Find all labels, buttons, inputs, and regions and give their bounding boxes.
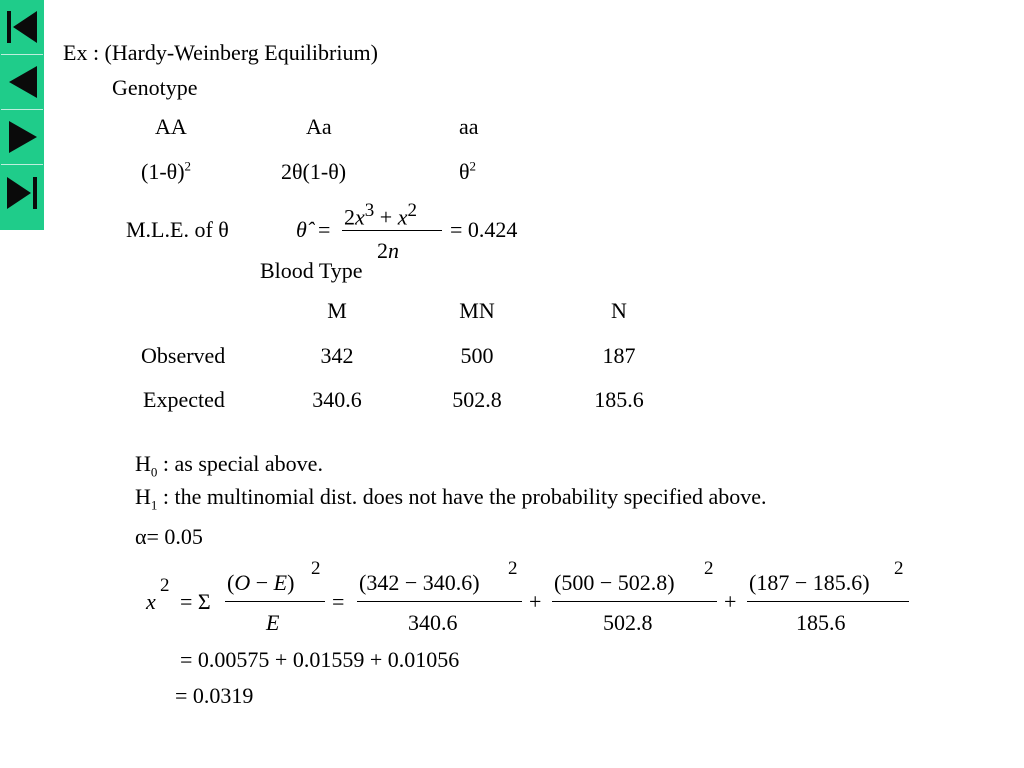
hypothesis-h1 <box>135 484 767 513</box>
row-label-observed: Observed <box>141 343 226 368</box>
prob-AA-exponent: 2 <box>184 158 192 174</box>
column-header-M: M <box>327 298 347 323</box>
column-header-N: N <box>611 298 627 323</box>
chi-f1-exponent: 2 <box>311 558 321 579</box>
mle-den-n: n <box>388 238 399 263</box>
expected-M: 340.6 <box>312 387 362 412</box>
slide-navigation-bar <box>0 0 44 230</box>
mle-num-exp1: 3 <box>364 200 375 221</box>
mle-numerator <box>344 198 417 230</box>
chi-lhs-exponent: 2 <box>160 575 170 596</box>
blood-type-label: Blood Type <box>260 258 363 283</box>
mle-num-x2: x <box>397 204 408 230</box>
chi-result-line: = 0.0319 <box>175 683 254 708</box>
mle-num-x1: x <box>355 204 365 230</box>
prob-AA <box>141 159 191 185</box>
prob-AA-base: (1-θ) <box>141 159 185 184</box>
alpha-level: α= 0.05 <box>135 524 203 549</box>
mle-equals: = <box>318 217 331 242</box>
chi-lhs-x: x <box>146 589 156 614</box>
last-slide-button[interactable] <box>1 165 43 220</box>
prob-aa-exponent: 2 <box>469 158 477 174</box>
observed-N: 187 <box>602 343 636 368</box>
genotype-label: Genotype <box>112 75 198 100</box>
chi-f4-numerator: (187 − 185.6) <box>749 570 870 595</box>
expected-MN: 502.8 <box>452 387 502 412</box>
genotype-aa: aa <box>459 114 479 139</box>
genotype-AA: AA <box>155 114 187 139</box>
expected-N: 185.6 <box>594 387 644 412</box>
skip-to-last-icon <box>5 175 39 211</box>
chi-f1-open: ( <box>227 570 235 595</box>
chi-f4-denominator: 185.6 <box>796 610 846 635</box>
h0-letter: H <box>135 451 151 476</box>
mle-label: M.L.E. of θ <box>126 217 229 242</box>
mle-fraction-bar <box>342 230 442 231</box>
chi-f1-numerator <box>227 570 294 596</box>
chi-equals-sigma: = Σ <box>180 589 211 614</box>
h0-subscript: 0 <box>150 464 158 480</box>
chi-f1-E: E <box>273 570 288 595</box>
h1-text: : the multinomial dist. does not have the probability specified above. <box>157 484 767 509</box>
theta-hat: θ̂ <box>296 217 307 242</box>
chi-equals-2: = <box>332 589 345 614</box>
genotype-Aa: Aa <box>306 114 332 139</box>
mle-den-coef: 2 <box>377 238 388 263</box>
observed-M: 342 <box>320 343 354 368</box>
mle-num-plus: + <box>379 204 393 230</box>
row-label-expected: Expected <box>143 387 225 412</box>
prob-aa <box>459 159 476 185</box>
chi-f2-exponent: 2 <box>508 558 518 579</box>
chi-f1-close: ) <box>287 570 295 595</box>
chi-f2-denominator: 340.6 <box>408 610 458 635</box>
chi-f4-fraction-bar <box>747 601 909 602</box>
mle-result: = 0.424 <box>450 217 518 242</box>
chi-f4-exponent: 2 <box>894 558 904 579</box>
chi-f3-denominator: 502.8 <box>603 610 653 635</box>
chi-plus-2: + <box>724 589 737 614</box>
observed-MN: 500 <box>460 343 494 368</box>
example-title: Ex : (Hardy-Weinberg Equilibrium) <box>63 40 378 65</box>
chi-f1-fraction-bar <box>225 601 325 602</box>
chi-f3-exponent: 2 <box>704 558 714 579</box>
chi-sum-line: = 0.00575 + 0.01559 + 0.01056 <box>180 647 460 672</box>
chi-f2-numerator: (342 − 340.6) <box>359 570 480 595</box>
skip-to-first-icon <box>5 9 39 45</box>
chi-f1-minus: − <box>250 570 274 595</box>
mle-denominator <box>377 238 399 264</box>
previous-slide-button[interactable] <box>1 55 43 110</box>
mle-num-exp2: 2 <box>407 200 417 221</box>
next-triangle-icon <box>5 119 39 155</box>
first-slide-button[interactable] <box>1 0 43 55</box>
previous-triangle-icon <box>5 64 39 100</box>
next-slide-button[interactable] <box>1 110 43 165</box>
mle-num-coef: 2 <box>344 204 355 230</box>
prob-Aa: 2θ(1-θ) <box>281 159 347 184</box>
h1-subscript: 1 <box>150 497 158 513</box>
hypothesis-h0 <box>135 451 323 480</box>
chi-f3-fraction-bar <box>552 601 717 602</box>
h0-text: : as special above. <box>157 451 323 476</box>
chi-f1-O: O <box>234 570 251 595</box>
chi-plus-1: + <box>529 589 542 614</box>
chi-f3-numerator: (500 − 502.8) <box>554 570 675 595</box>
column-header-MN: MN <box>459 298 495 323</box>
prob-aa-base: θ <box>459 159 470 184</box>
chi-f2-fraction-bar <box>357 601 522 602</box>
h1-letter: H <box>135 484 151 509</box>
chi-f1-denominator: E <box>266 610 280 635</box>
